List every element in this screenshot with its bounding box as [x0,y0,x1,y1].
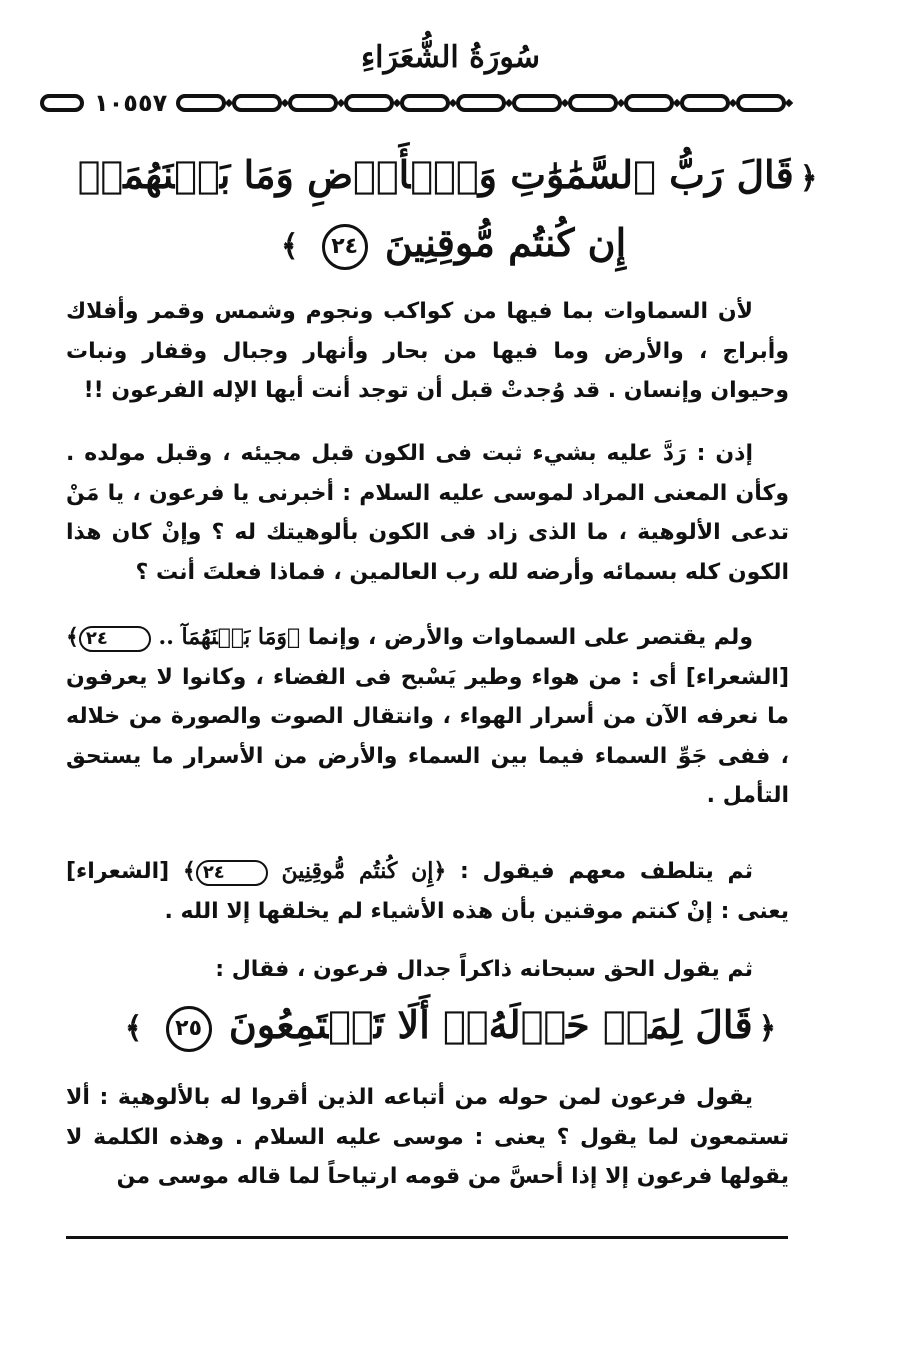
surah-title: سُورَةُ الشُّعَرَاءِ [361,40,540,75]
chain-link [738,96,784,110]
chain-link [178,96,224,110]
chain-link [42,96,82,110]
chain-diamond [785,99,793,107]
chain-diamond [561,99,569,107]
paragraph-4 [66,852,789,931]
chain-link [346,96,392,110]
verse-close-ornament: ﴾ [280,228,299,264]
chain-diamond [673,99,681,107]
page-number: ١٠٥٥٧ [88,88,173,118]
verse-close-ornament: ﴾ [124,1010,143,1046]
ayah-number-badge: ٢٥ [166,1006,212,1052]
chain-link [234,96,280,110]
inline-ayah-number: ٢٤ [196,860,268,886]
chain-diamond [729,99,737,107]
chain-diamond [281,99,289,107]
verse-24-text-line2: إِن كُنتُم مُّوقِنِينَ [384,220,627,265]
ayah-number-badge: ٢٤ [322,224,368,270]
chain-link [290,96,336,110]
paragraph-3-lead: ولم يقتصر على السماوات والأرض ، وإنما [300,625,753,650]
verse-25 [60,990,841,1064]
paragraph-3 [66,618,789,816]
chain-diamond [449,99,457,107]
verse-open-ornament: ﴿ [799,160,818,196]
chain-link [458,96,504,110]
chain-diamond [337,99,345,107]
chain-link [682,96,728,110]
verse-24-text-line1: قَالَ رَبُّ ٱلسَّمَٰوَٰتِ وَٱلۡأَرۡضِ وَمَا بَيۡنَهُمَآۖ [77,152,794,197]
chain-link [570,96,616,110]
chain-diamond [393,99,401,107]
paragraph-2: إذن : رَدَّ عليه بشيء ثبت فى الكون قبل مجيئه ، وقبل مولده . وكأن المعنى المراد لموسى عليه السلام : أخبرنى يا فرعون ، يا مَنْ تدعى الألوهية ، ما الذى زاد فى الكون بألوهيتك له ؟ وإنْ كان هذا الكون كله بسمائه وأرضه لله رب العالمين ، فماذا فعلتَ أنت ؟ [66,441,789,585]
chain-link [514,96,560,110]
paragraph-6: يقول فرعون لمن حوله من أتباعه الذين أقروا له بالألوهية : ألا تستمعون لما يقول ؟ يعنى : موسى عليه السلام . وهذه الكلمة لا يقولها فرعون إلا إذا أحسَّ من قومه ارتياحاً لما قاله موسى من [66,1085,789,1189]
paragraph-4-rest: ﴾ [الشعراء] يعنى : إنْ كنتم موقنين بأن هذه الأشياء لم يخلقها إلا الله . [66,859,789,924]
chain-link [402,96,448,110]
verse-25-text: قَالَ لِمَنۡ حَوۡلَهُۥٓ أَلَا تَسۡتَمِعُونَ [228,1002,753,1047]
chain-link [626,96,672,110]
footer-rule [66,1236,788,1239]
inline-quran-quote: ﴿وَمَا بَيۡنَهُمَآ .. [150,624,301,650]
chain-diamond [225,99,233,107]
paragraph-4-lead: ثم يتلطف معهم فيقول : [446,859,753,884]
paragraph-3-rest: ﴾ [الشعراء] أى : من هواء وطير يَسْبح فى الفضاء ، وكانوا لا يعرفون ما نعرفه الآن من أسرار الهواء ، وانتقال الصوت والصورة من خلاله ، ففى جَوِّ السماء فيما بين السماء والأرض من الأسرار ما يستحق التأمل . [66,625,789,808]
verse-24-line2 [60,208,841,282]
verse-open-ornament: ﴿ [758,1010,777,1046]
inline-ayah-number: ٢٤ [79,626,151,652]
paragraph-1: لأن السماوات بما فيها من كواكب ونجوم وشمس وقمر وأفلاك وأبراج ، والأرض وما فيها من بحار وأنهار وجبال وقفار ونبات وحيوان وإنسان . قد وُجدتْ قبل أن توجد أنت أيها الإله الفرعون !! [66,299,789,403]
inline-quran-quote: ﴿إِن كُنتُم مُّوقِنِينَ [267,858,447,884]
verse-24-line1 [60,140,841,214]
chain-diamond [617,99,625,107]
paragraph-5: ثم يقول الحق سبحانه ذاكراً جدال فرعون ، فقال : [215,957,753,982]
chain-diamond [505,99,513,107]
